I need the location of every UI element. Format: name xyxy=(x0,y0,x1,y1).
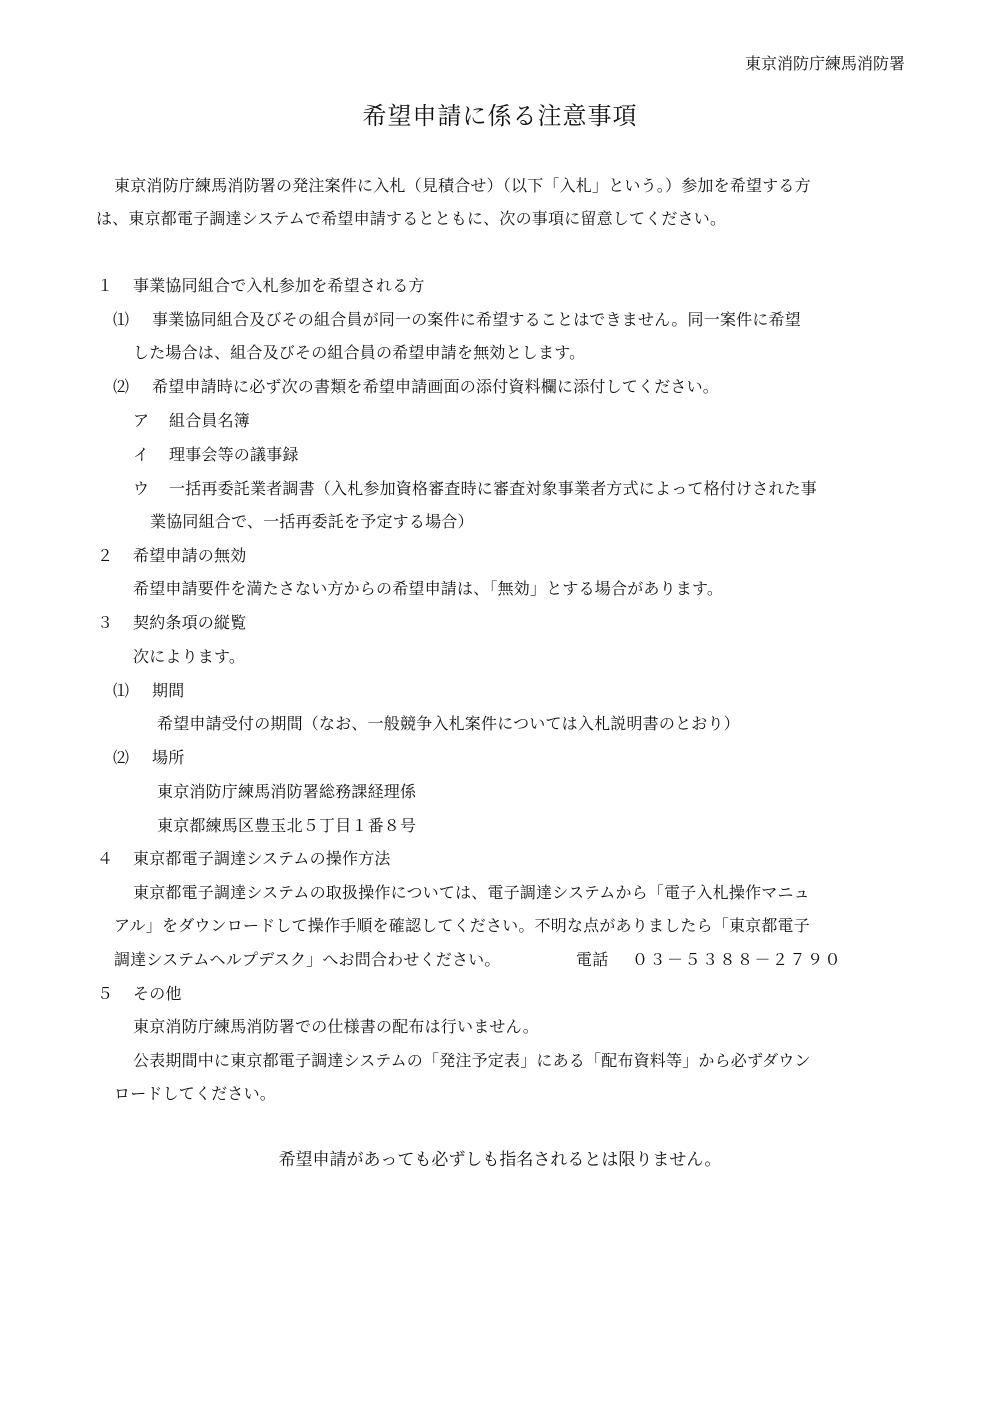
section-3-item-2-number: ⑵ xyxy=(113,748,130,767)
section-4-line-1: 東京都電子調達システムの取扱操作については、電子調達システムから「電子入札操作マニュ xyxy=(133,883,810,902)
section-1-item-1-line-1: 事業協同組合及びその組合員が同一の案件に希望することはできません。同一案件に希望 xyxy=(152,310,801,329)
section-4-number: ４ xyxy=(97,849,114,868)
section-3-item-2-line-1: 東京消防庁練馬消防署総務課経理係 xyxy=(157,782,417,801)
section-1-heading: 事業協同組合で入札参加を希望される方 xyxy=(133,276,425,295)
section-3-body: 次によります。 xyxy=(133,647,246,666)
section-5-line-2: 公表期間中に東京都電子調達システムの「発注予定表」にある「配布資料等」から必ずダウン xyxy=(133,1051,811,1070)
section-5-heading: その他 xyxy=(133,984,182,1003)
subitem-u-marker: ウ xyxy=(133,479,150,498)
phone-label: 電話 xyxy=(576,950,609,969)
subitem-u-line-2: 業協同組合で、一括再委託を予定する場合） xyxy=(150,512,474,531)
section-3-item-1-heading: 期間 xyxy=(152,681,185,700)
section-1-item-1-line-2: した場合は、組合及びその組合員の希望申請を無効とします。 xyxy=(133,343,586,362)
section-3-item-2-heading: 場所 xyxy=(152,748,185,767)
section-3-item-2-line-2: 東京都練馬区豊玉北５丁目１番８号 xyxy=(157,816,417,835)
section-2-number: ２ xyxy=(97,546,114,565)
section-3-item-1-body: 希望申請受付の期間（なお、一般競争入札案件については入札説明書のとおり） xyxy=(157,714,740,733)
section-1-item-2-line-1: 希望申請時に必ず次の書類を希望申請画面の添付資料欄に添付してください。 xyxy=(152,377,720,396)
section-5-line-1: 東京消防庁練馬消防署での仕様書の配布は行いません。 xyxy=(133,1017,539,1036)
page-title: 希望申請に係る注意事項 xyxy=(362,102,638,130)
section-4-line-3: 調達システムヘルプデスク」へお問合わせください。 xyxy=(114,950,501,969)
intro-line-2: は、東京都電子調達システムで希望申請するとともに、次の事項に留意してください。 xyxy=(96,209,727,228)
section-5-number: ５ xyxy=(97,984,114,1003)
closing-note: 希望申請があっても必ずしも指名されるとは限りません。 xyxy=(278,1150,722,1170)
section-4-line-2: アル」をダウンロードして操作手順を確認してください。不明な点がありましたら「東京都電子 xyxy=(114,916,810,935)
section-3-heading: 契約条項の縦覧 xyxy=(133,613,247,632)
section-3-item-1-number: ⑴ xyxy=(113,681,130,700)
phone-number: ０３－５３８８－２７９０ xyxy=(632,950,843,969)
intro-line-1: 東京消防庁練馬消防署の発注案件に入札（見積合せ）（以下「入札」という。）参加を希望する方 xyxy=(114,176,811,195)
section-1-number: １ xyxy=(97,276,114,295)
subitem-i-marker: イ xyxy=(133,445,150,464)
subitem-i-text: 理事会等の議事録 xyxy=(169,445,299,464)
subitem-u-line-1: 一括再委託業者調書（入札参加資格審査時に審査対象事業者方式によって格付けされた事 xyxy=(169,479,818,498)
subitem-a-marker: ア xyxy=(133,411,150,430)
section-4-heading: 東京都電子調達システムの操作方法 xyxy=(133,849,391,868)
section-2-body: 希望申請要件を満たさない方からの希望申請は、「無効」とする場合があります。 xyxy=(133,579,724,598)
section-5-line-3: ロードしてください。 xyxy=(114,1084,277,1103)
section-1-item-1-number: ⑴ xyxy=(113,310,130,329)
section-3-number: ３ xyxy=(97,613,114,632)
section-2-heading: 希望申請の無効 xyxy=(133,546,247,565)
section-1-item-2-number: ⑵ xyxy=(113,377,130,396)
issuing-organization: 東京消防庁練馬消防署 xyxy=(744,54,905,73)
subitem-a-text: 組合員名簿 xyxy=(169,411,251,430)
